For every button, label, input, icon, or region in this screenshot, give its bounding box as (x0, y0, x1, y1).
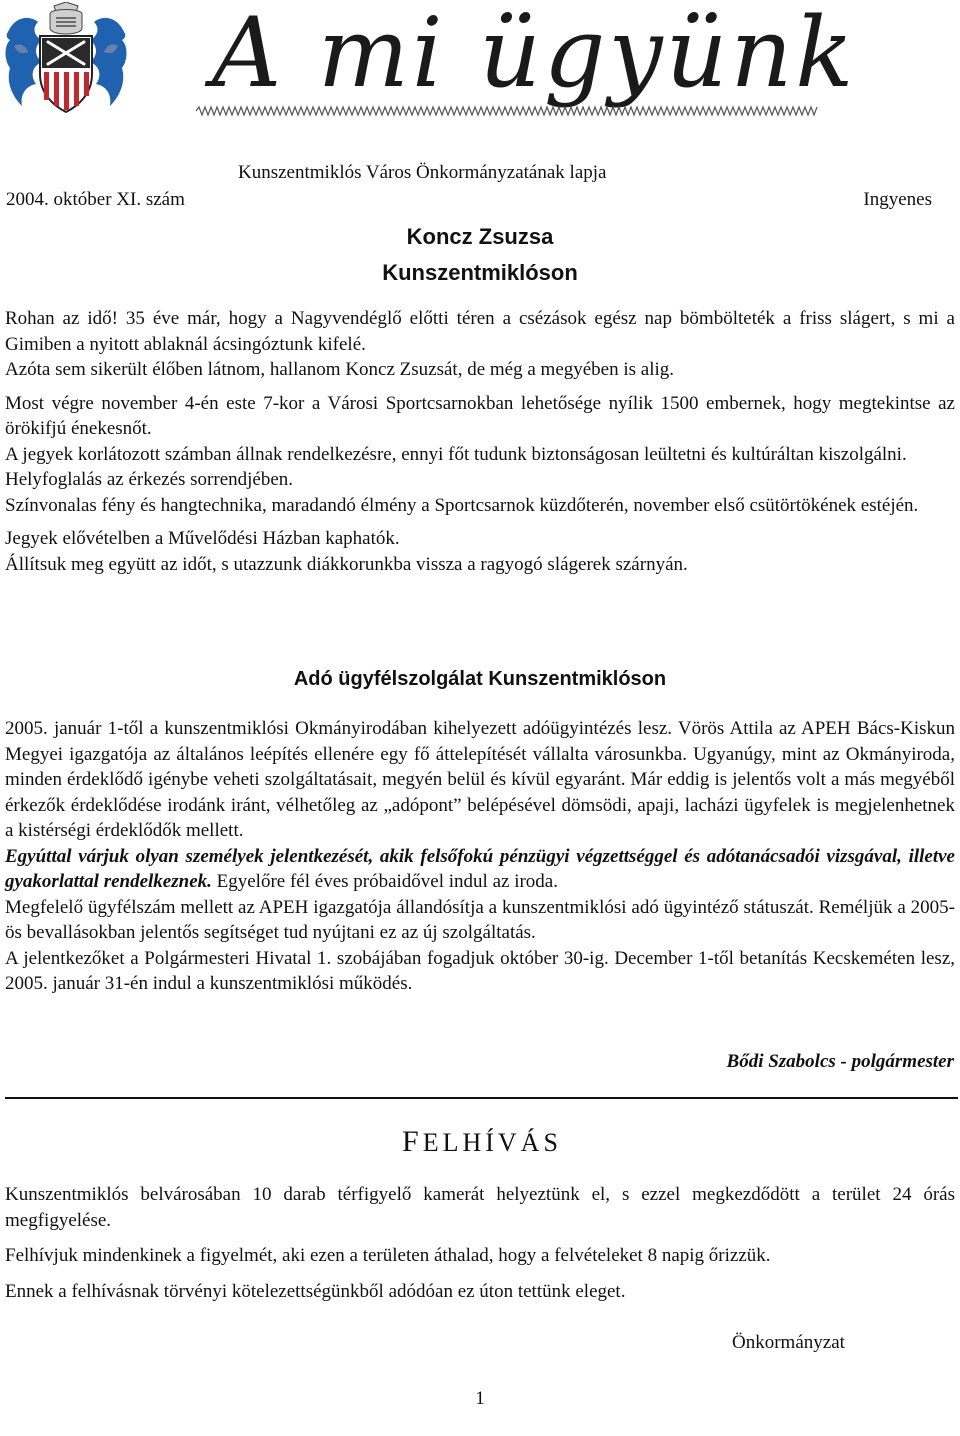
paragraph-text: Egyelőre fél éves próbaidővel indul az iroda. (211, 871, 558, 892)
masthead-wave-rule (196, 104, 818, 118)
paragraph: Helyfoglalás az érkezés sorrendjében. (5, 469, 294, 490)
signature: Bődi Szabolcs - polgármester (726, 1051, 954, 1072)
issue-number: 2004. október XI. szám (6, 189, 185, 210)
paragraph: Ennek a felhívásnak törvényi kötelezettségünkből adódóan ez úton tettünk eleget. (5, 1280, 626, 1302)
paragraph (5, 844, 955, 895)
notice-signature: Önkormányzat (732, 1332, 845, 1353)
article-title (0, 219, 960, 291)
paragraph: A jegyek korlátozott számban állnak rendelkezésre, ennyi főt tudunk biztonságosan leültetni és kultúráltan kiszolgálni. (5, 443, 907, 465)
article-body (5, 306, 955, 577)
coat-of-arms-icon (4, 2, 128, 114)
paragraph: Színvonalas fény és hangtechnika, maradandó élmény a Sportcsarnok küzdőterén, november első csütörtökének estéjén. (5, 494, 919, 516)
paragraph: Kunszentmiklós belvárosában 10 darab térfigyelő kamerát helyeztünk el, s ezzel megkezdődött a terület 24 órás megfigyelése. (5, 1184, 955, 1231)
paragraph: Megfelelő ügyfélszám mellett az APEH igazgatója állandósítja a kunszentmiklósi adó ügyintéző státuszát. Reméljük a 2005-ös bevallásokban jelentős segítséget tud nyújtani ez az új szolgáltatás. (5, 896, 955, 943)
masthead-title: A mi ügyünk (212, 0, 857, 109)
masthead-subtitle: Kunszentmiklós Város Önkormányzatának lapja (238, 162, 607, 183)
divider (5, 1097, 958, 1099)
article-title-line: Kunszentmiklóson (382, 260, 578, 285)
emphasis-text: Egyúttal várjuk olyan személyek jelentkezését, akik felsőfokú pénzügyi végzettséggel és adótanácsadói vizsgával, illetve gyakorlattal rendelkeznek. (5, 845, 955, 892)
notice-title-initial: F (402, 1125, 423, 1158)
paragraph: Jegyek elővételben a Művelődési Házban kaphatók. (5, 528, 400, 549)
page-number: 1 (475, 1388, 485, 1409)
paragraph: Állítsuk meg együtt az időt, s utazzunk diákkorunkba vissza a ragyogó slágerek szárnyán. (5, 553, 688, 575)
notice-body (5, 1182, 955, 1304)
notice-title-rest: ELHÍVÁS (422, 1128, 562, 1157)
paragraph: Felhívjuk mindenkinek a figyelmét, aki ezen a területen áthalad, hogy a felvételeket 8 napig őrizzük. (5, 1245, 771, 1266)
paragraph: 2005. január 1-től a kunszentmiklósi Okmányirodában kihelyezett adóügyintézés lesz. Vörös Attila az APEH Bács-Kiskun Megyei igazgatója az általános leépítés ellenére egy fő áttelepítését vállalta városunkba. Ugyanúgy, mint az Okmányiroda, minden érdeklődő igénybe veheti szolgáltatásait, megyén belül és kívül egyaránt. Már eddig is jelentős volt a más megyéből érkezők érdeklődése irodánk iránt, vélhetőleg az „adópont” belépésével dömsödi, apaji, lacházi ügyfelek is megjelenhetnek a kistérségi érdeklődők mellett. (5, 718, 955, 841)
notice-title (402, 1125, 562, 1159)
price-label: Ingyenes (863, 189, 932, 210)
article-title-line: Koncz Zsuzsa (406, 224, 554, 249)
paragraph: Most végre november 4-én este 7-kor a Városi Sportcsarnokban lehetősége nyílik 1500 embernek, hogy megtekintse az örökifjú énekesnőt. (5, 392, 955, 439)
section-title: Adó ügyfélszolgálat Kunszentmiklóson (293, 668, 667, 690)
paragraph: Rohan az idő! 35 éve már, hogy a Nagyvendéglő előtti téren a csézások egész nap bömbölteték a friss slágert, s mi a Gimiben a nyitott ablaknál ácsingóztunk kifelé. (5, 308, 955, 355)
article-body (5, 716, 955, 997)
paragraph: Azóta sem sikerült élőben látnom, hallanom Koncz Zsuzsát, de még a megyében is alig. (5, 359, 675, 380)
paragraph: A jelentkezőket a Polgármesteri Hivatal 1. szobájában fogadjuk október 30-ig. December 1-től betanítás Kecskeméten lesz, 2005. január 31-én indul a kunszentmiklósi működés. (5, 947, 955, 994)
